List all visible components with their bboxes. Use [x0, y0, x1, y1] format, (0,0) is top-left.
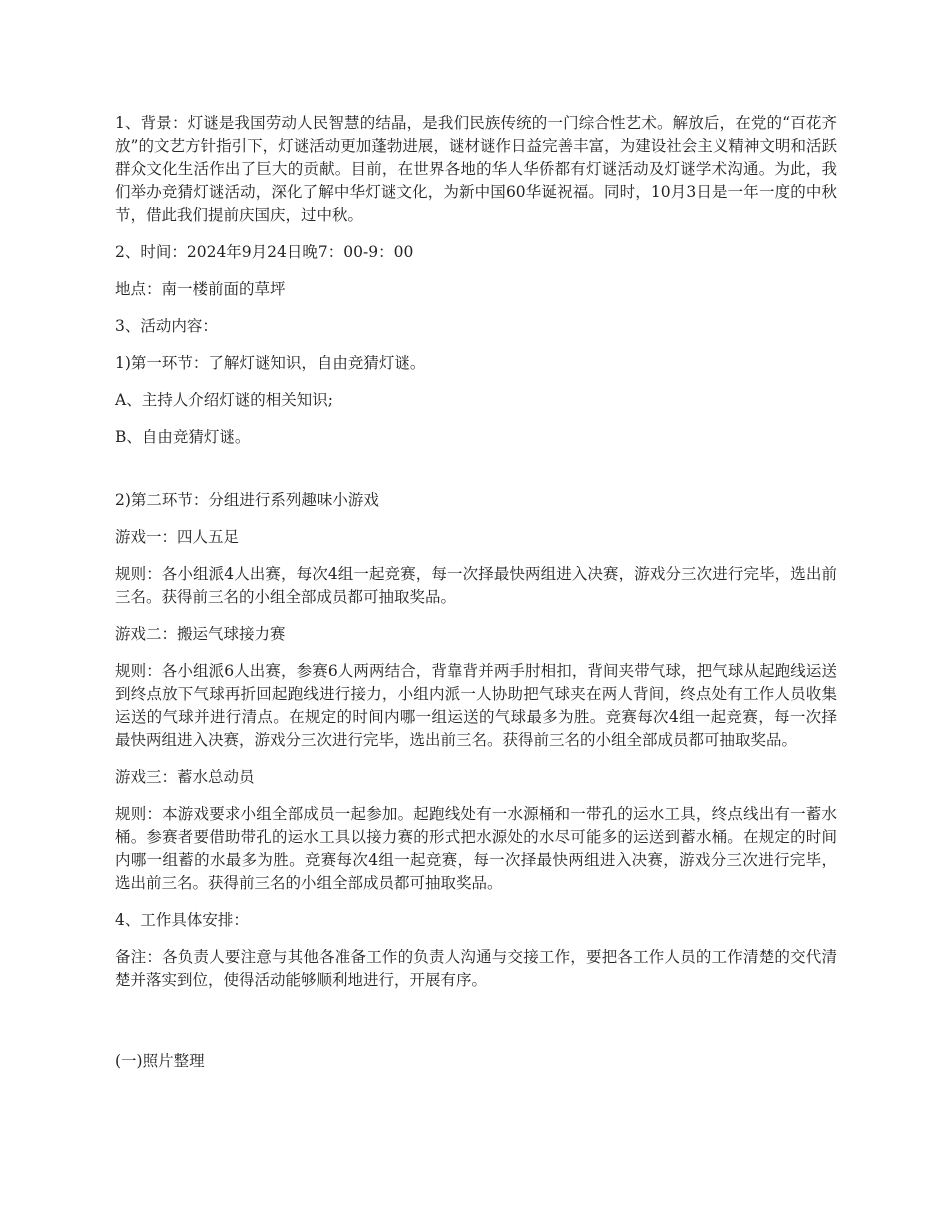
document-body [115, 112, 837, 1087]
section1-item-a: A、主持人介绍灯谜的相关知识; [115, 391, 333, 409]
game2-title: 游戏二：搬运气球接力赛 [115, 625, 286, 643]
time-line: 2、时间：2024年9月24日晚7：00-9：00 [115, 243, 414, 261]
background-paragraph: 1、背景：灯谜是我国劳动人民智慧的结晶，是我们民族传统的一门综合性艺术。解放后，在党的“百花齐放”的文艺方针指引下，灯谜活动更加蓬勃进展，谜材谜作日益完善丰富，为建设社会主义精神文明和活跃群众文化生活作出了巨大的贡献。目前，在世界各地的华人华侨都有灯谜活动及灯谜学术沟通。为此，我们举办竞猜灯谜活动，深化了解中华灯谜文化，为新中国60华诞祝福。同时，10月3日是一年一度的中秋节，借此我们提前庆国庆，过中秋。 [115, 114, 837, 224]
game3-rules: 规则：本游戏要求小组全部成员一起参加。起跑线处有一水源桶和一带孔的运水工具，终点线出有一蓄水桶。参赛者要借助带孔的运水工具以接力赛的形式把水源处的水尽可能多的运送到蓄水桶。在规定的时间内哪一组蓄的水最多为胜。竞赛每次4组一起竞赛，每一次择最快两组进入决赛，游戏分三次进行完毕，选出前三名。获得前三名的小组全部成员都可抽取奖品。 [115, 805, 837, 892]
section1-item-b: B、自由竞猜灯谜。 [115, 428, 251, 446]
game1-rules: 规则：各小组派4人出赛，每次4组一起竞赛，每一次择最快两组进入决赛，游戏分三次进行完毕，选出前三名。获得前三名的小组全部成员都可抽取奖品。 [115, 565, 837, 606]
game3-title: 游戏三：蓄水总动员 [115, 768, 255, 786]
content-heading: 3、活动内容： [115, 317, 218, 335]
game1-title: 游戏一：四人五足 [115, 528, 240, 546]
section2-heading: 2)第二环节：分组进行系列趣味小游戏 [115, 491, 379, 509]
location-line: 地点：南一楼前面的草坪 [115, 280, 286, 298]
game2-rules: 规则：各小组派6人出赛，参赛6人两两结合，背靠背并两手肘相扣，背间夹带气球，把气球从起跑线运送到终点放下气球再折回起跑线进行接力，小组内派一人协助把气球夹在两人背间，终点处有工作人员收集运送的气球并进行清点。在规定的时间内哪一组运送的气球最多为胜。竞赛每次4组一起竞赛，每一次择最快两组进入决赛，游戏分三次进行完毕，选出前三名。获得前三名的小组全部成员都可抽取奖品。 [115, 662, 837, 749]
remark-paragraph: 备注：各负责人要注意与其他各准备工作的负责人沟通与交接工作，要把各工作人员的工作清楚的交代清楚并落实到位，使得活动能够顺利地进行，开展有序。 [115, 948, 837, 989]
section1-heading: 1)第一环节：了解灯谜知识，自由竞猜灯谜。 [115, 354, 426, 372]
photo-heading: (一)照片整理 [115, 1052, 205, 1070]
work-heading: 4、工作具体安排： [115, 911, 249, 929]
